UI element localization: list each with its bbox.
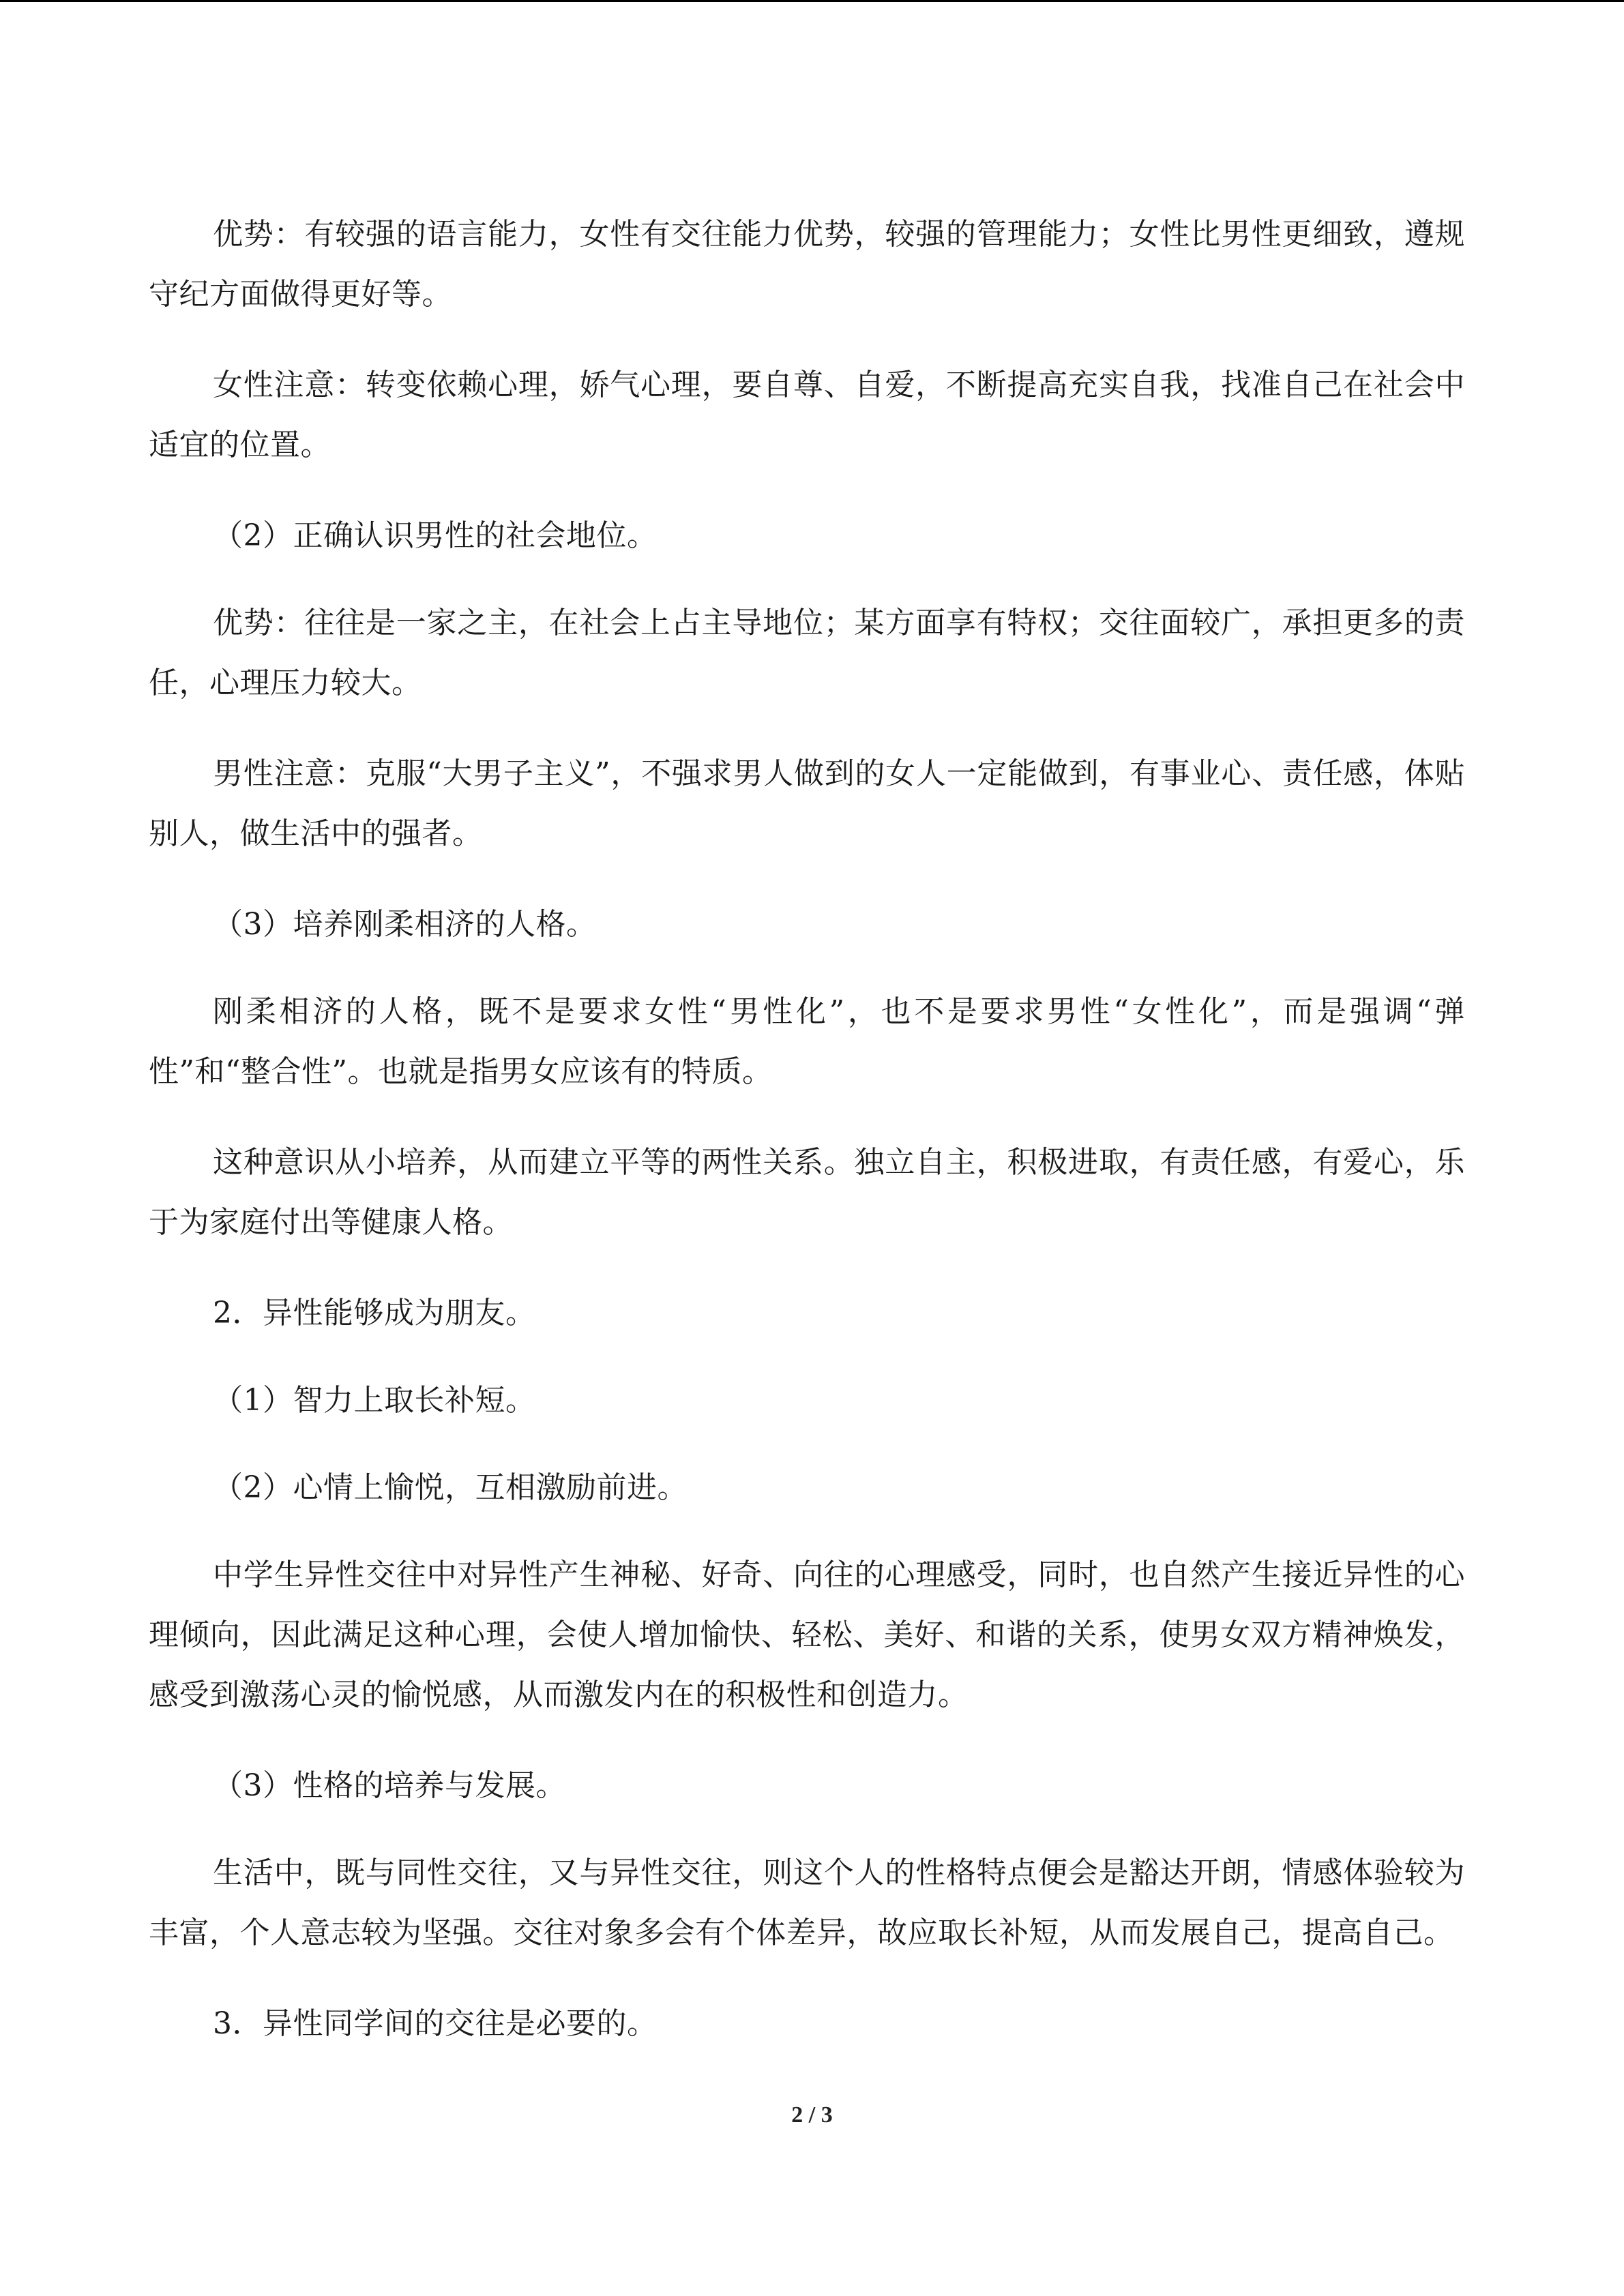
subheading-mood: （2）心情上愉悦，互相激励前进。 [213,1470,688,1505]
heading-necessity: 3．异性同学间的交往是必要的。 [213,2006,658,2041]
page-number: 2 / 3 [791,2102,833,2128]
heading-friendship: 2．异性能够成为朋友。 [213,1296,536,1330]
subheading-intellect: （1）智力上取长补短。 [213,1383,536,1418]
paragraph-early-cultivation: 这种意识从小培养，从而建立平等的两性关系。独立自主，积极进取，有责任感，有爱心，乐于为家庭付出等健康人格。 [149,1145,1465,1240]
subheading-character: （3）性格的培养与发展。 [213,1768,566,1803]
paragraph-balanced-personality: 刚柔相济的人格，既不是要求女性“男性化”，也不是要求男性“女性化”，而是强调“弹性”和“整合性”。也就是指男女应该有的特质。 [149,994,1465,1089]
paragraph-female-notes: 女性注意：转变依赖心理，娇气心理，要自尊、自爱，不断提高充实自我，找准自己在社会中适宜的位置。 [149,368,1465,462]
paragraph-character: 生活中，既与同性交往，又与异性交往，则这个人的性格特点便会是豁达开朗，情感体验较为丰富，个人意志较为坚强。交往对象多会有个体差异，故应取长补短，从而发展自己，提高自己。 [149,1855,1465,1950]
paragraph-male-notes: 男性注意：克服“大男子主义”，不强求男人做到的女人一定能做到，有事业心、责任感，体贴别人，做生活中的强者。 [149,756,1465,851]
paragraph-male-advantages: 优势：往往是一家之主，在社会上占主导地位；某方面享有特权；交往面较广，承担更多的责任，心理压力较大。 [149,606,1465,700]
document-body [149,205,1465,2081]
paragraph-female-advantages: 优势：有较强的语言能力，女性有交往能力优势，较强的管理能力；女性比男性更细致，遵规守纪方面做得更好等。 [149,217,1465,312]
paragraph-psychology: 中学生异性交往中对异性产生神秘、好奇、向往的心理感受，同时，也自然产生接近异性的心理倾向，因此满足这种心理，会使人增加愉快、轻松、美好、和谐的关系，使男女双方精神焕发，感受到激荡心灵的愉悦感，从而激发内在的积极性和创造力。 [149,1557,1465,1712]
subheading-balanced-personality: （3）培养刚柔相济的人格。 [213,907,597,942]
subheading-male-status: （2）正确认识男性的社会地位。 [213,518,658,553]
top-border-line [0,0,1624,2]
